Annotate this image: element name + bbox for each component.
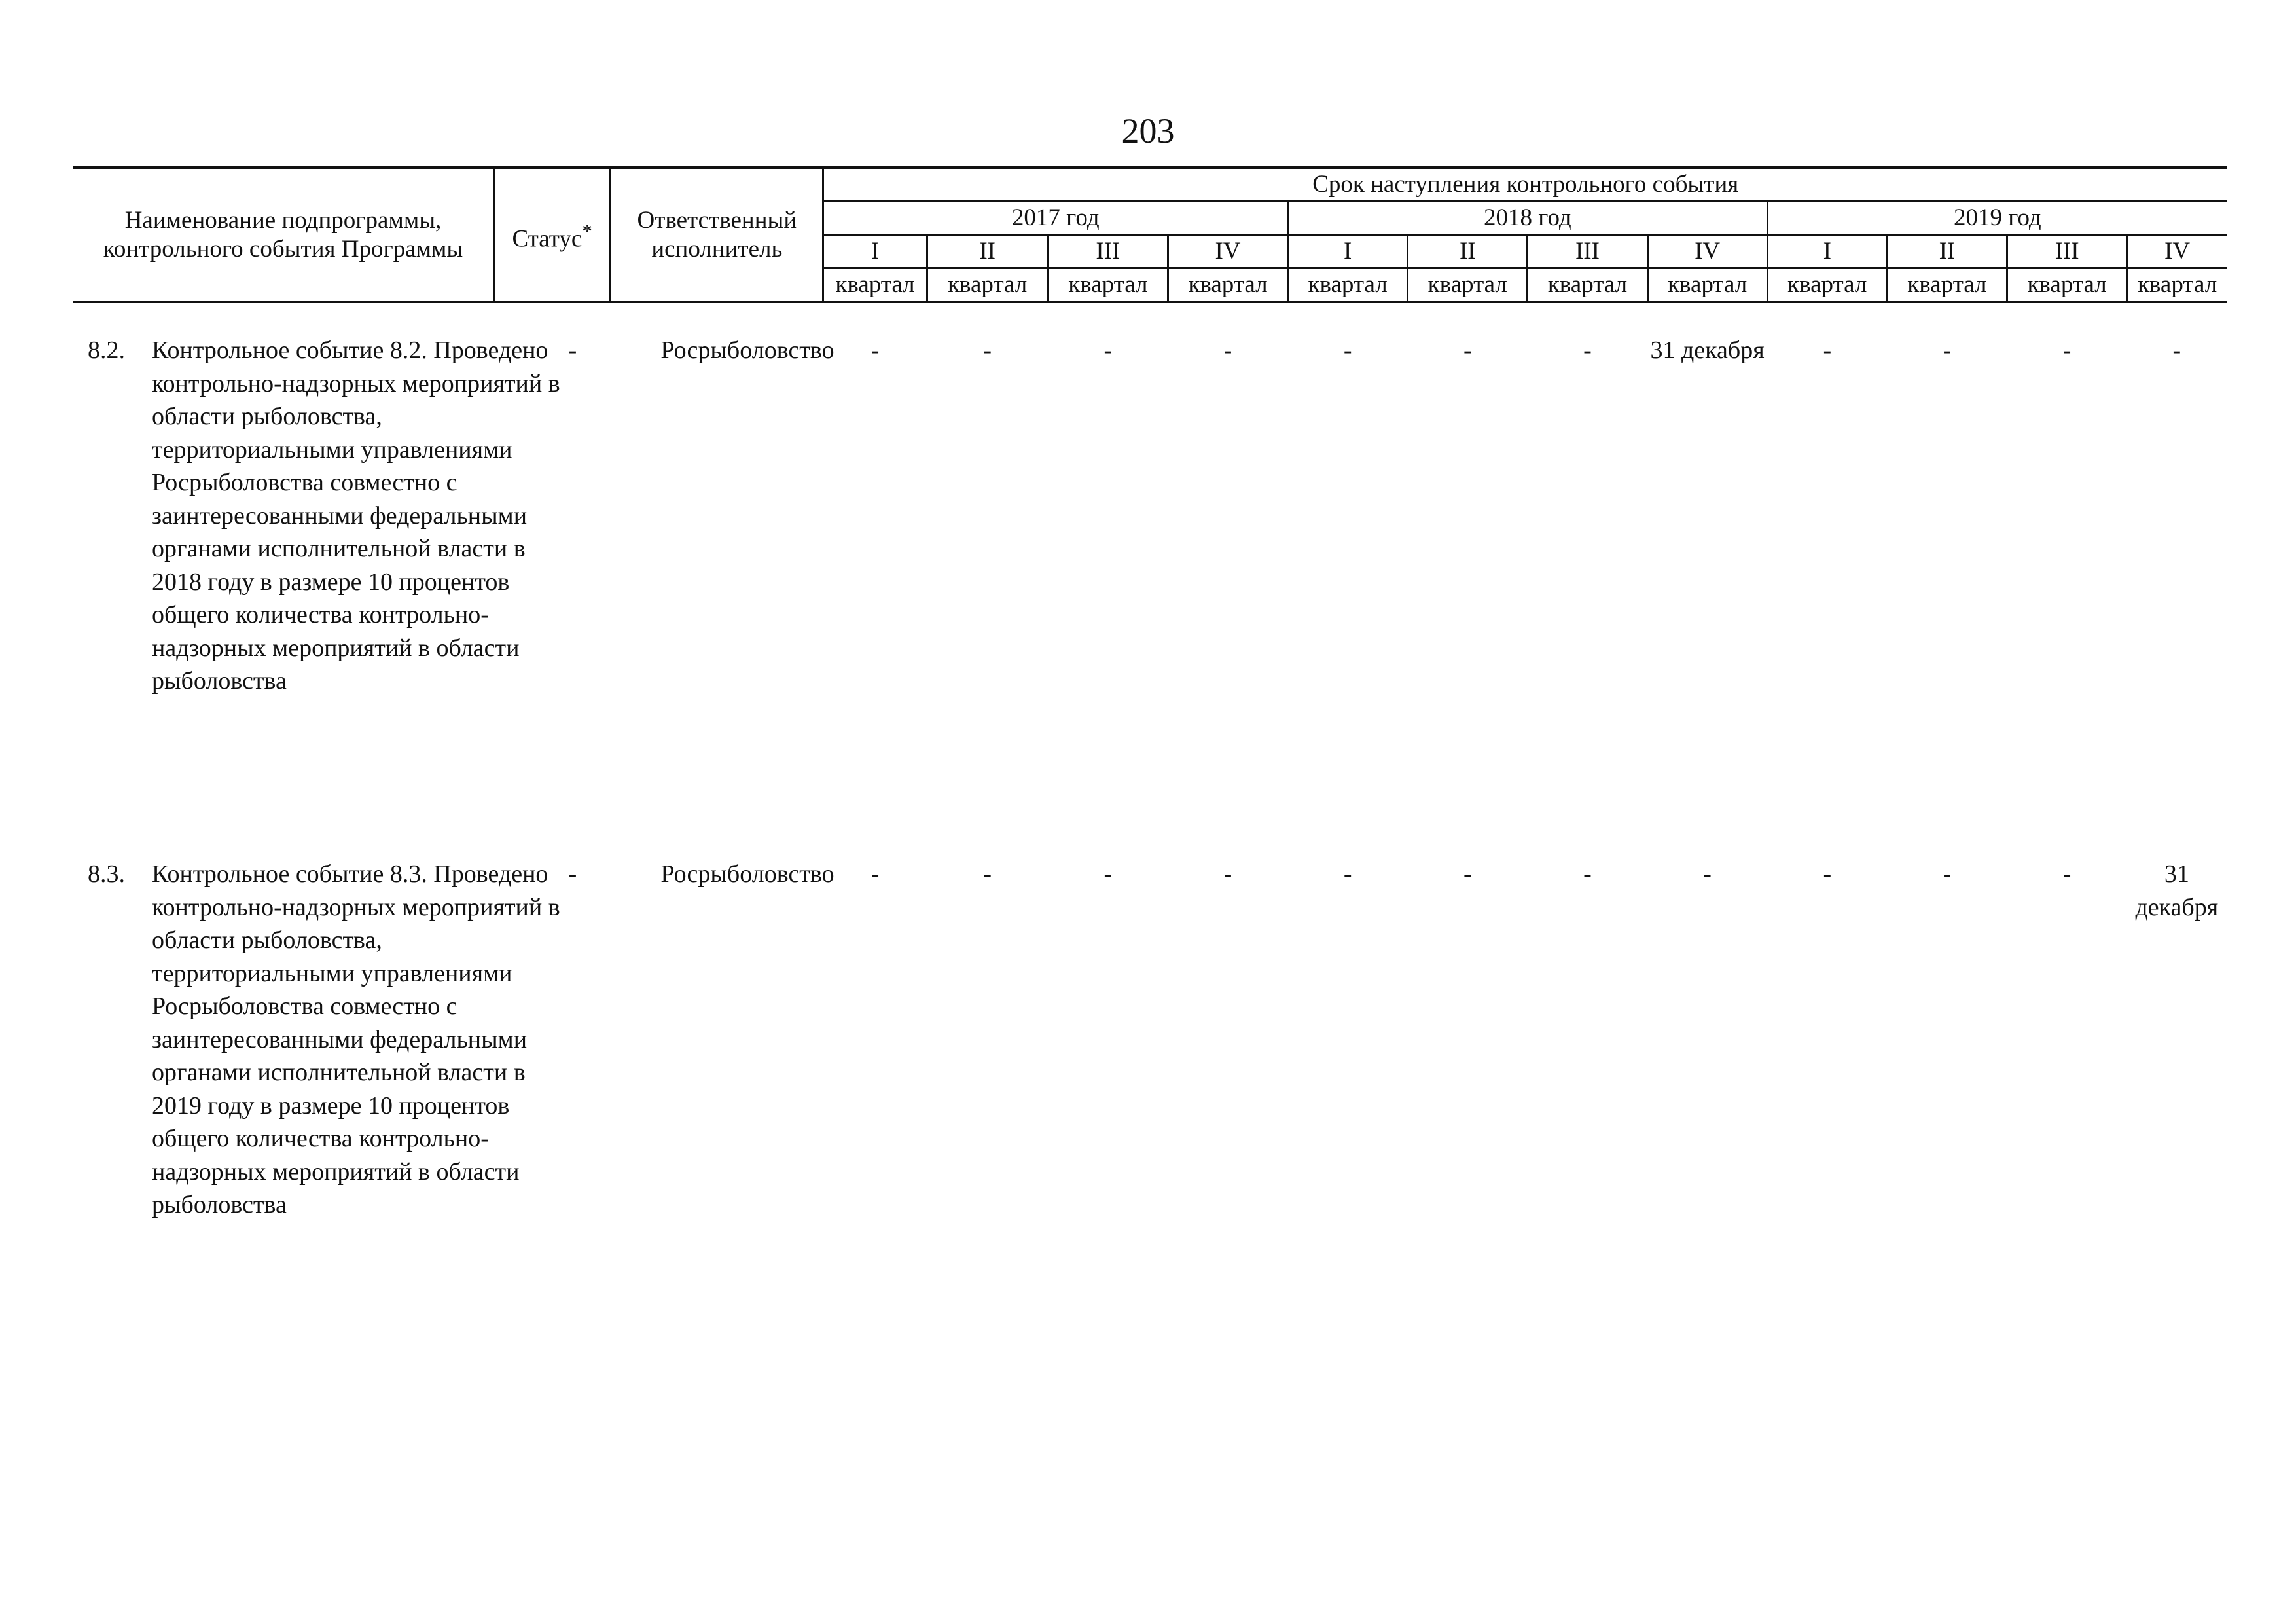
quarter-value: - [1343, 860, 1352, 888]
quarter-value: - [1223, 337, 1232, 364]
header-quarter-numeral: IV [1647, 235, 1767, 268]
header-year-2017: 2017 год [823, 202, 1288, 235]
quarter-value: - [1463, 337, 1472, 364]
header-quarter-word: квартал [1048, 268, 1168, 302]
header-quarter-numeral: I [823, 235, 927, 268]
header-quarter-word: квартал [1408, 268, 1528, 302]
event-status: - [568, 860, 577, 888]
header-quarter-numeral: II [1408, 235, 1528, 268]
header-quarter-word: квартал [1168, 268, 1287, 302]
quarter-value: - [870, 860, 880, 888]
quarter-value: 31 декабря [1650, 337, 1765, 364]
header-quarter-word: квартал [2127, 268, 2227, 302]
quarter-value: - [1223, 860, 1232, 888]
header-quarter-numeral: IV [2127, 235, 2227, 268]
header-status-mark: * [582, 219, 592, 242]
header-quarter-numeral: II [927, 235, 1048, 268]
header-quarter-word: квартал [1887, 268, 2007, 302]
event-name: Контрольное событие 8.2. Проведено контрольно-надзорных мероприятий в области рыболовства, территориальными управлениями Росрыболовства совместно с заинтересованными федеральными органами исполнительной власти в 2018 году в размере 10 процентов общего количества контрольно-надзорных мероприятий в области рыболовства [152, 337, 560, 695]
header-name-column: Наименование подпрограммы, контрольного события Программы [73, 168, 494, 302]
quarter-value: - [1823, 860, 1832, 888]
quarter-value: - [2062, 860, 2072, 888]
row-number: 8.3. [88, 860, 125, 888]
quarter-value: - [2062, 337, 2072, 364]
quarter-value: - [1943, 337, 1952, 364]
header-year-2018: 2018 год [1288, 202, 1768, 235]
quarter-value: - [1463, 860, 1472, 888]
table-row [73, 858, 2227, 1381]
header-quarter-numeral: II [1887, 235, 2007, 268]
header-quarter-numeral: III [1528, 235, 1647, 268]
row-number: 8.2. [88, 337, 125, 364]
header-quarter-numeral: I [1767, 235, 1887, 268]
table-body [73, 334, 2227, 1381]
header-quarter-numeral: III [2007, 235, 2127, 268]
table-row [73, 334, 2227, 858]
header-quarter-word: квартал [823, 268, 927, 302]
header-quarter-numeral: III [1048, 235, 1168, 268]
header-executor-column: Ответственный исполнитель [611, 168, 823, 302]
header-status-label: Статус [512, 225, 583, 252]
quarter-value: - [1703, 860, 1712, 888]
header-year-2019: 2019 год [1767, 202, 2227, 235]
quarter-value: - [1583, 860, 1592, 888]
header-quarter-word: квартал [1647, 268, 1767, 302]
header-status-column [494, 168, 611, 302]
quarter-value: - [983, 337, 992, 364]
quarter-value: - [1103, 337, 1113, 364]
event-status: - [568, 337, 577, 364]
quarter-value: - [1343, 337, 1352, 364]
page-number: 203 [1121, 111, 1175, 151]
header-quarter-word: квартал [927, 268, 1048, 302]
quarter-value: - [1943, 860, 1952, 888]
quarter-value: - [2172, 337, 2181, 364]
header-quarter-numeral: IV [1168, 235, 1287, 268]
header-quarter-word: квартал [1288, 268, 1408, 302]
event-executor: Росрыболовство [660, 860, 834, 888]
quarter-value: - [870, 337, 880, 364]
header-deadline-group: Срок наступления контрольного события [823, 168, 2227, 202]
header-quarter-numeral: I [1288, 235, 1408, 268]
quarter-value: 31 декабря [2135, 860, 2219, 921]
quarter-value: - [983, 860, 992, 888]
header-quarter-word: квартал [2007, 268, 2127, 302]
table-header [73, 166, 2227, 303]
header-quarter-word: квартал [1528, 268, 1647, 302]
quarter-value: - [1103, 860, 1113, 888]
quarter-value: - [1823, 337, 1832, 364]
event-name: Контрольное событие 8.3. Проведено контрольно-надзорных мероприятий в области рыболовства, территориальными управлениями Росрыболовства совместно с заинтересованными федеральными органами исполнительной власти в 2019 году в размере 10 процентов общего количества контрольно-надзорных мероприятий в области рыболовства [152, 860, 560, 1218]
quarter-value: - [1583, 337, 1592, 364]
header-quarter-word: квартал [1767, 268, 1887, 302]
event-executor: Росрыболовство [660, 337, 834, 364]
